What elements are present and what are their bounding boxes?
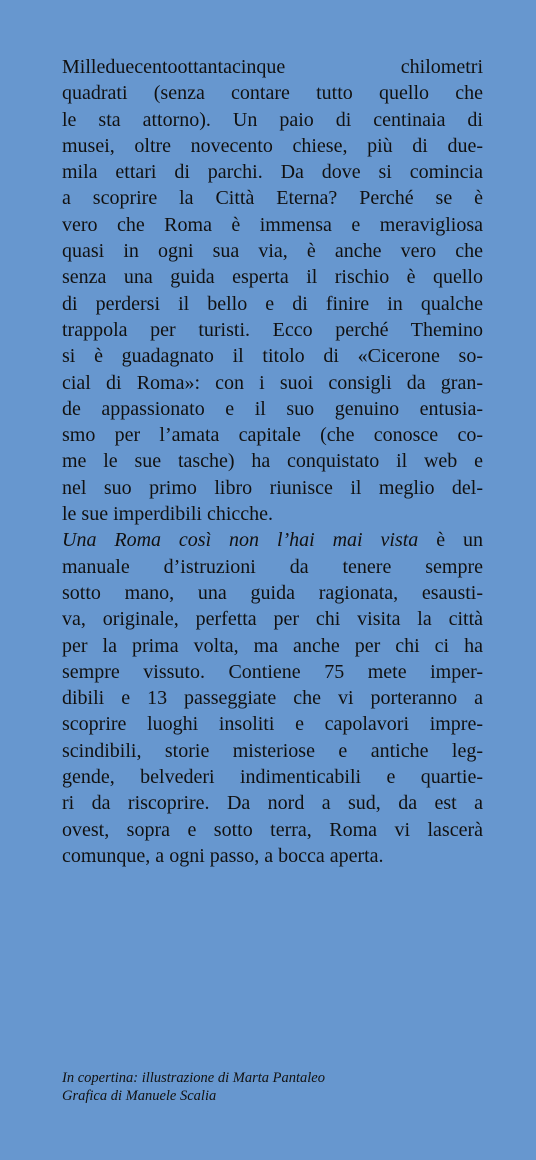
text-line: comunque, a ogni passo, a bocca aperta. [62,844,384,867]
book-title: Una Roma così non l’hai mai vista [62,529,419,552]
text-line: vero che Roma è immensa e meravigliosa [62,213,483,236]
cover-credit: In copertina: illustrazione di Marta Pantaleo [62,1070,325,1086]
paragraph-2 [62,527,483,869]
text-line: scoprire luoghi insoliti e capolavori impre- [62,713,483,736]
text-line: smo per l’amata capitale (che conosce co- [62,424,483,447]
text-line: de appassionato e il suo genuino entusia- [62,397,483,420]
text-line: Milleduecentoottantacinque chilometri [62,56,483,78]
text-line: le sue imperdibili chicche. [62,503,274,526]
text-line: ri da riscoprire. Da nord a sud, da est a [62,792,483,815]
text-line: senza una guida esperta il rischio è quello [62,266,483,289]
text-line: le sta attorno). Un paio di centinaia di [62,108,483,131]
text-line: cial di Roma»: con i suoi consigli da gran- [62,371,483,394]
text-line: quasi in ogni sua via, è anche vero che [62,240,483,263]
design-credit: Grafica di Manuele Scalia [62,1088,217,1104]
text-line: si è guadagnato il titolo di «Cicerone so- [62,345,483,368]
credits [62,1069,482,1105]
text-line: dibili e 13 passeggiate che vi porteranno a [62,687,483,710]
text-line: scindibili, storie misteriose e antiche leg- [62,739,483,762]
text-line: per la prima volta, ma anche per chi ci ha [62,634,483,657]
text-line: trappola per turisti. Ecco perché Themino [62,318,483,341]
text-line: va, originale, perfetta per chi visita la città [62,608,483,631]
text-fragment: è un [418,529,483,552]
text-line: ovest, sopra e sotto terra, Roma vi lascerà [62,818,483,841]
text-line: nel suo primo libro riunisce il meglio del- [62,476,483,499]
text-line: me le sue tasche) ha conquistato il web e [62,450,483,473]
text-line: musei, oltre novecento chiese, più di due- [62,134,483,157]
text-line: sempre vissuto. Contiene 75 mete imper- [62,660,483,683]
description-text [62,54,483,869]
text-line: a scoprire la Città Eterna? Perché se è [62,187,483,210]
paragraph-1 [62,54,483,527]
text-line: mila ettari di parchi. Da dove si comincia [62,161,483,184]
text-line: quadrati (senza contare tutto quello che [62,82,483,105]
text-line: di perdersi il bello e di finire in qualche [62,292,483,315]
text-line: sotto mano, una guida ragionata, esausti- [62,581,483,604]
text-line: gende, belvederi indimenticabili e quartie- [62,766,483,789]
text-line [62,527,483,553]
text-line: manuale d’istruzioni da tenere sempre [62,555,483,578]
